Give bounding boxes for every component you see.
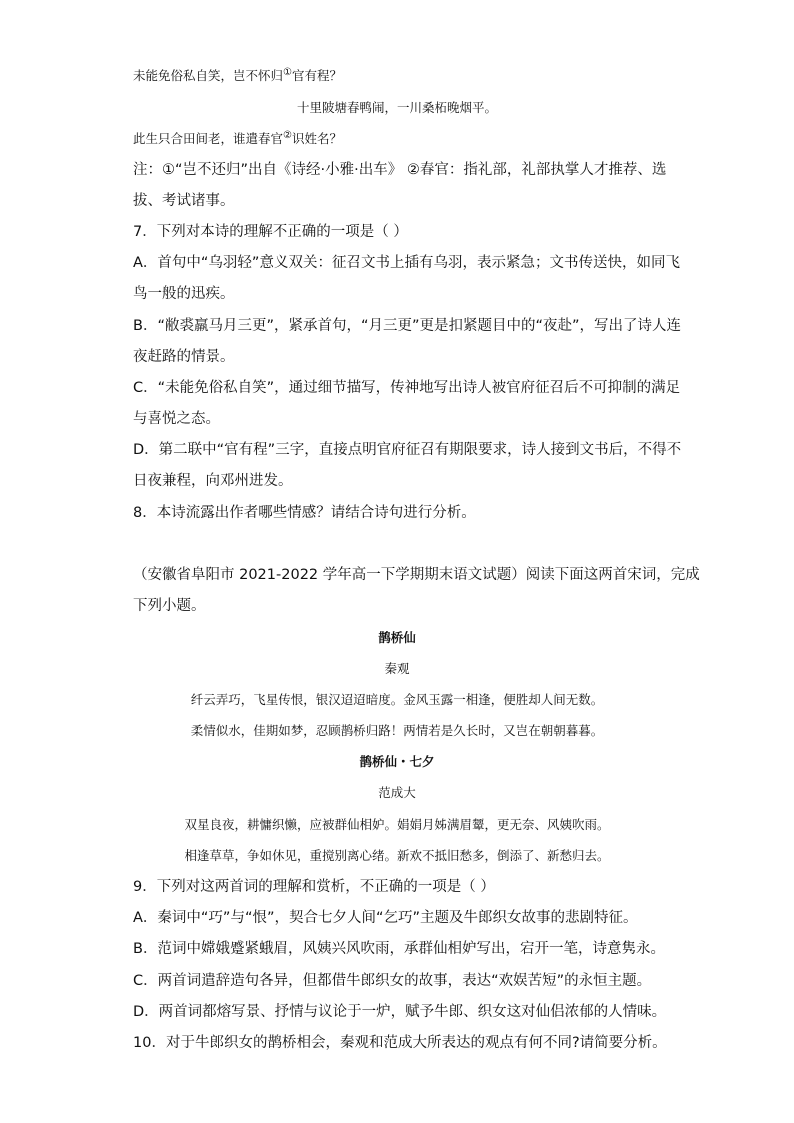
poem-line-5-text-a: 未能免俗私自笑，岂不怀归 bbox=[133, 68, 284, 83]
q9-option-c: C．两首词遣辞造句各异，但都借牛郎织女的故事，表达“欢娱苦短”的永恒主题。 bbox=[133, 973, 652, 989]
q7-option-a-line-1: A．首句中“乌羽轻”意义双关：征召文书上插有乌羽，表示紧急；文书传送快，如同飞 bbox=[133, 255, 680, 271]
question-8: 8．本诗流露出作者哪些情感？请结合诗句进行分析。 bbox=[133, 505, 476, 521]
ci1-line-1: 纤云弄巧，飞星传恨，银汉迢迢暗度。金风玉露一相逢，便胜却人间无数。 bbox=[190, 692, 604, 707]
ci1-line-2: 柔情似水，佳期如梦，忍顾鹊桥归路！两情若是久长时，又岂在朝朝暮暮。 bbox=[190, 723, 604, 738]
question-9-stem: 9．下列对这两首词的理解和赏析，不正确的一项是（ ） bbox=[133, 879, 495, 895]
q7-option-d-line-1: D．第二联中“官有程”三字，直接点明官府征召有期限要求，诗人接到文书后，不得不 bbox=[133, 442, 682, 458]
poem-line-6: 十里陂塘春鸭闹，一川桑柘晚烟平。 bbox=[296, 100, 497, 115]
q9-option-a: A．秦词中“巧”与“恨”，契合七夕人间“乞巧”主题及牛郎织女故事的悲剧特征。 bbox=[133, 910, 638, 926]
q9-option-b: B．范词中嫦娥蹙紧蛾眉，风姨兴风吹雨，承群仙相妒写出，宕开一笔，诗意隽永。 bbox=[133, 941, 665, 957]
q7-option-c-line-2: 与喜悦之态。 bbox=[133, 411, 220, 427]
note-line-1: 注：①“岂不还归”出自《诗经·小雅·出车》 ②春官：指礼部，礼部执掌人才推荐、选 bbox=[133, 162, 667, 178]
intro-line-2: 下列小题。 bbox=[133, 598, 206, 614]
ci2-title: 鹊桥仙・七夕 bbox=[359, 754, 435, 769]
q7-option-a-line-2: 鸟一般的迅疾。 bbox=[133, 286, 235, 302]
question-7-stem: 7．下列对本诗的理解不正确的一项是（ ） bbox=[133, 224, 408, 240]
intro-line-1: （安徽省阜阳市 2021-2022 学年高一下学期期末语文试题）阅读下面这两首宋词，完成 bbox=[133, 567, 700, 583]
poem-line-7-text-a: 此生只合田间老，谁遣春官 bbox=[133, 131, 284, 146]
q9-option-d: D．两首词都熔写景、抒情与议论于一炉，赋予牛郎、织女这对仙侣浓郁的人情味。 bbox=[133, 1004, 667, 1020]
footnote-marker-1: ① bbox=[283, 66, 292, 78]
q7-option-b-line-2: 夜赶路的情景。 bbox=[133, 349, 235, 365]
ci2-author: 范成大 bbox=[378, 785, 416, 800]
q7-option-c-line-1: C．“未能免俗私自笑”，通过细节描写，传神地写出诗人被官府征召后不可抑制的满足 bbox=[133, 380, 681, 396]
poem-line-5 bbox=[133, 66, 342, 86]
q7-option-b-line-1: B．“敝裘羸马月三更”，紧承首句，“月三更”更是扣紧题目中的“夜赴”，写出了诗人连 bbox=[133, 318, 682, 334]
ci2-line-2: 相逢草草，争如休见，重搅别离心绪。新欢不抵旧愁多，倒添了、新愁归去。 bbox=[184, 848, 610, 863]
ci2-line-1: 双星良夜，耕慵织懒，应被群仙相妒。娟娟月姊满眉颦，更无奈、风姨吹雨。 bbox=[184, 817, 610, 832]
ci1-author: 秦观 bbox=[384, 661, 410, 676]
poem-line-7 bbox=[133, 129, 342, 149]
poem-line-5-text-b: 官有程？ bbox=[291, 68, 342, 83]
ci1-title: 鹊桥仙 bbox=[378, 630, 416, 645]
question-10: 10．对于牛郎织女的鹊桥相会，秦观和范成大所表达的观点有何不同?请简要分析。 bbox=[133, 1035, 667, 1051]
poem-line-7-text-b: 识姓名？ bbox=[291, 131, 342, 146]
q7-option-d-line-2: 日夜兼程，向邓州进发。 bbox=[133, 473, 293, 489]
note-line-2: 拔、考试诸事。 bbox=[133, 193, 235, 209]
footnote-marker-2: ② bbox=[283, 129, 292, 141]
